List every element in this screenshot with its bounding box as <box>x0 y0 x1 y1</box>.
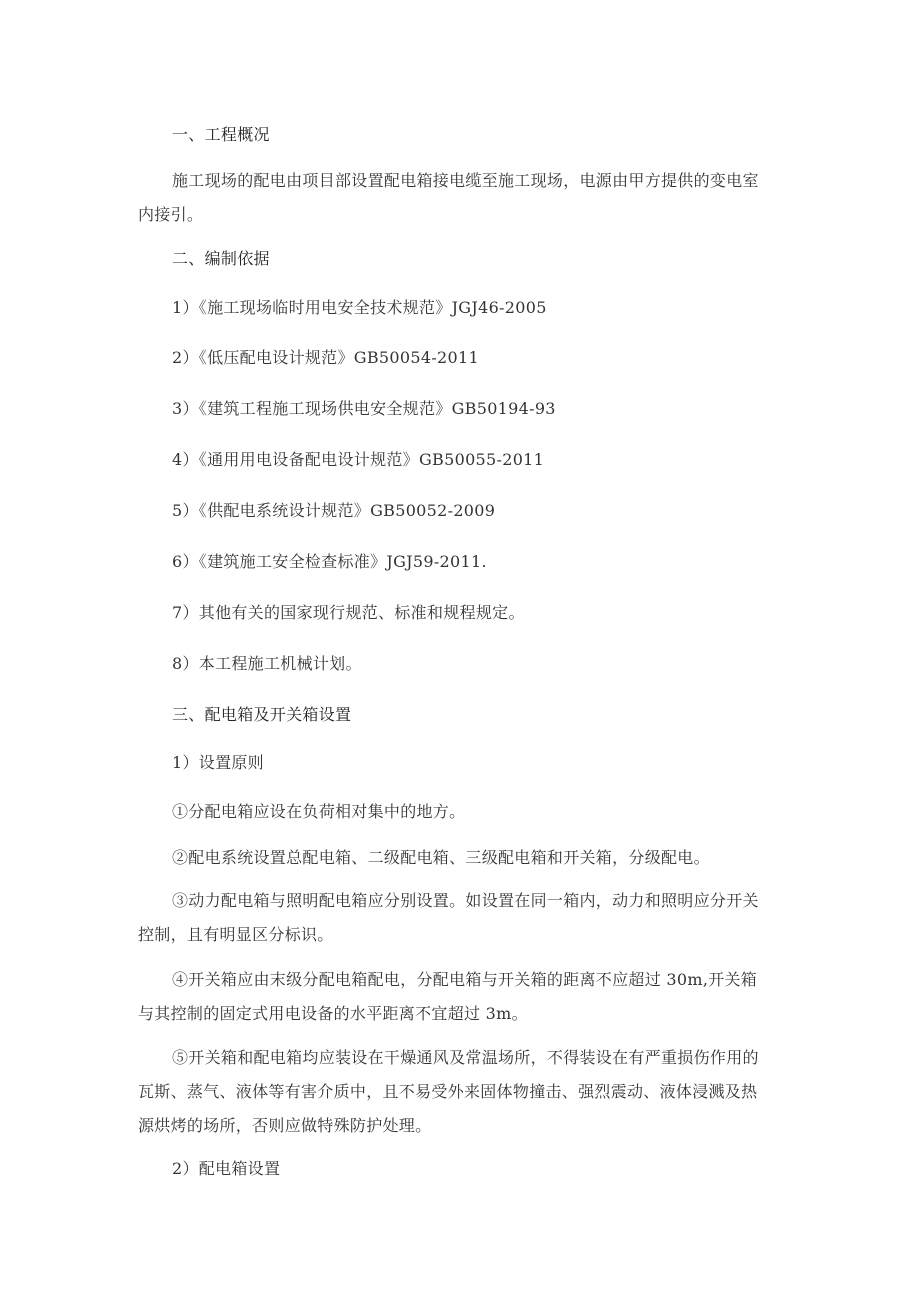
paragraph-principle-2: ②配电系统设置总配电箱、二级配电箱、三级配电箱和开关箱，分级配电。 <box>172 848 710 867</box>
list-item-basis: 2）《低压配电设计规范》GB50054-2011 <box>172 348 479 367</box>
paragraph-principle-4-line: 与其控制的固定式用电设备的水平距离不宜超过 3m。 <box>138 1004 528 1023</box>
paragraph-principle-5-line: 源烘烤的场所，否则应做特殊防护处理。 <box>138 1116 432 1135</box>
list-item-basis: 3）《建筑工程施工现场供电安全规范》GB50194-93 <box>172 399 556 418</box>
list-item-basis: 6）《建筑施工安全检查标准》JGJ59-2011. <box>172 552 487 571</box>
list-item-basis: 8）本工程施工机械计划。 <box>172 654 362 673</box>
list-item-basis: 5）《供配电系统设计规范》GB50052-2009 <box>172 501 496 520</box>
section-heading-basis: 二、编制依据 <box>172 249 270 268</box>
paragraph-principle-1: ①分配电箱应设在负荷相对集中的地方。 <box>172 802 466 821</box>
paragraph-principle-5-line: ⑤开关箱和配电箱均应装设在干燥通风及常温场所，不得装设在有严重损伤作用的 <box>172 1048 759 1067</box>
paragraph-principle-3-line: 控制，且有明显区分标识。 <box>138 925 334 944</box>
list-item-basis: 1）《施工现场临时用电安全技术规范》JGJ46-2005 <box>172 298 547 317</box>
list-item-basis: 7）其他有关的国家现行规范、标准和规程规定。 <box>172 603 525 622</box>
paragraph-principle-3-line: ③动力配电箱与照明配电箱应分别设置。如设置在同一箱内，动力和照明应分开关 <box>172 891 759 910</box>
list-item-basis: 4）《通用用电设备配电设计规范》GB50055-2011 <box>172 450 545 469</box>
section-heading-overview: 一、工程概况 <box>172 125 270 144</box>
section-heading-distribution-boxes: 三、配电箱及开关箱设置 <box>172 705 352 724</box>
subheading-box-setup: 2）配电箱设置 <box>172 1159 281 1178</box>
paragraph-overview-line: 内接引。 <box>138 205 204 224</box>
paragraph-overview-line: 施工现场的配电由项目部设置配电箱接电缆至施工现场，电源由甲方提供的变电室 <box>172 171 759 190</box>
paragraph-principle-5-line: 瓦斯、蒸气、液体等有害介质中，且不易受外来固体物撞击、强烈震动、液体浸溅及热 <box>138 1082 758 1101</box>
subheading-principles: 1）设置原则 <box>172 753 264 772</box>
paragraph-principle-4-line: ④开关箱应由末级分配电箱配电，分配电箱与开关箱的距离不应超过 30m,开关箱 <box>172 970 758 989</box>
